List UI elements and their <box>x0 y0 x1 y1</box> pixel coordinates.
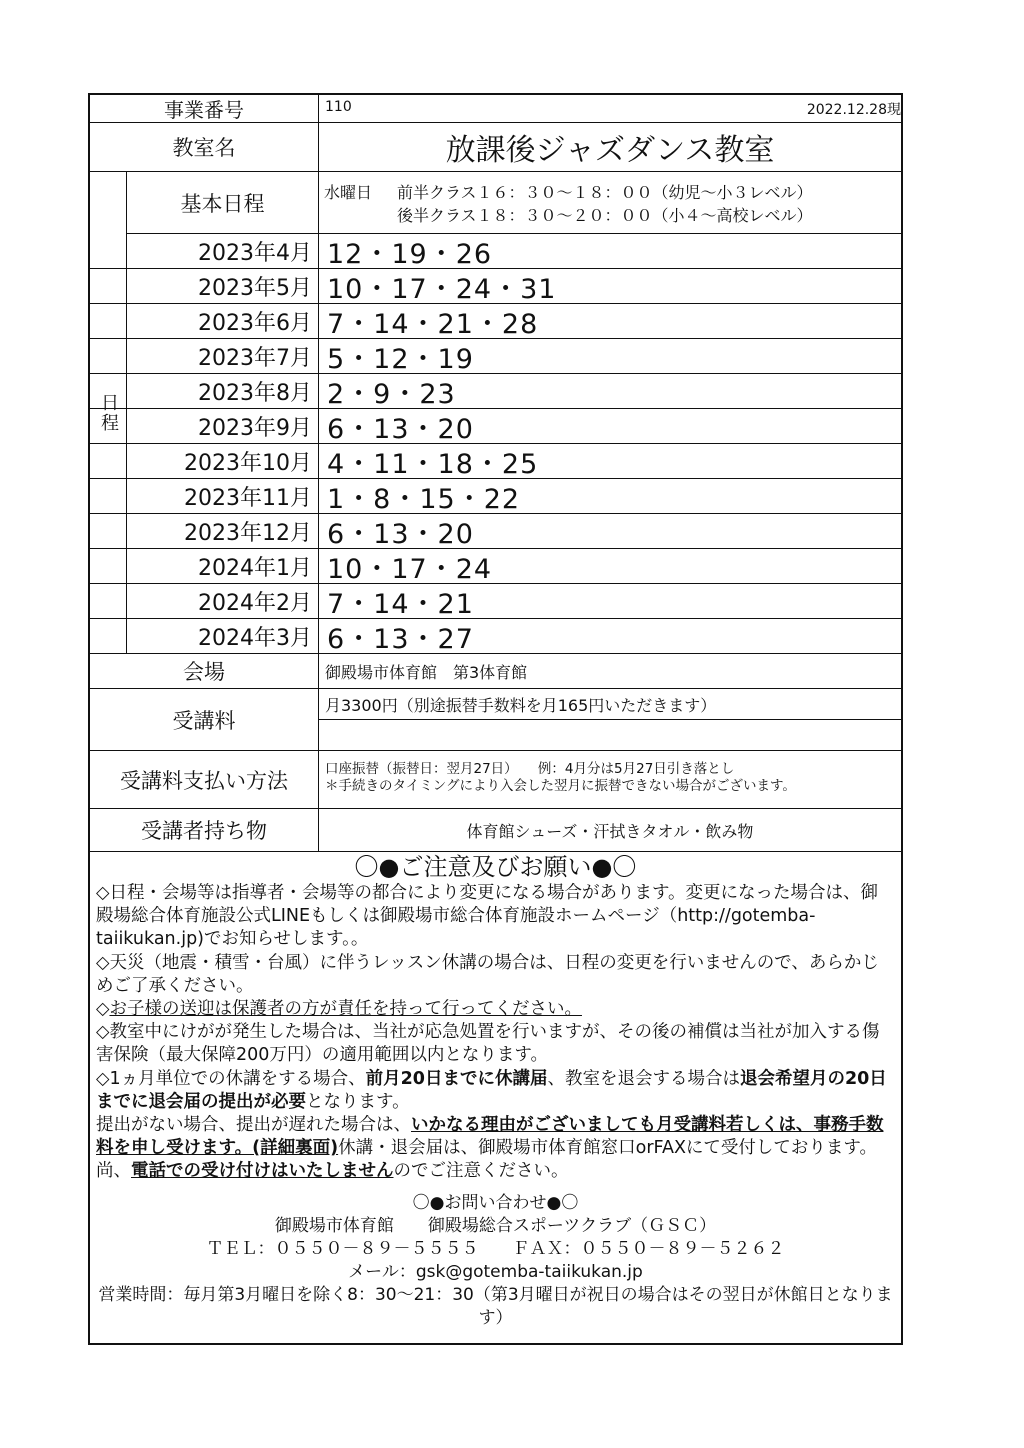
note-leave: ◇1ヵ月単位での休講をする場合、前月20日までに休講届、教室を退会する場合は退会希望月の20日までに退会届の提出が必要となります。 <box>96 1068 887 1112</box>
schedule-second-class: 後半クラス１８：３０～２０：００（小４～高校レベル） <box>397 206 813 225</box>
schedule-month-row <box>90 269 901 304</box>
month-label: 2023年7月 <box>126 339 319 373</box>
schedule-side-label: 日程 <box>98 392 119 433</box>
note-late-submission: 提出がない場合、提出が遅れた場合は、いかなる理由がございましても月受講料若しくは、事務手数料を申し受けます。(詳細裏面)休講・退会届は、御殿場市体育館窓口orFAXにて受付しております。尚、電話での受け付けはいたしませんのでご注意ください。 <box>96 1115 884 1182</box>
schedule-month-row <box>90 549 901 584</box>
month-label: 2024年2月 <box>126 584 319 618</box>
document-date: 2022.12.28現 <box>806 102 901 118</box>
schedule-month-row <box>90 479 901 514</box>
note-pickup: ◇お子様の送迎は保護者の方が責任を持って行ってください。 <box>96 999 582 1020</box>
class-name-row <box>90 123 901 172</box>
month-dates: 5・12・19 <box>327 343 474 375</box>
month-label: 2024年1月 <box>126 549 319 583</box>
schedule-month-row <box>90 234 901 269</box>
month-dates: 7・14・21 <box>327 588 474 620</box>
items-row <box>90 809 901 852</box>
notes-title: 〇●ご注意及びお願い●〇 <box>354 853 637 881</box>
note-schedule-change: ◇日程・会場等は指導者・会場等の都合により変更になる場合があります。変更になった場合は、御殿場総合体育施設公式LINEもしくは御殿場市総合体育施設ホームページ（http://gotemba-taiikukan.jp)でお知らせします。。 <box>96 883 879 950</box>
schedule-month-row <box>90 409 901 444</box>
contact-tel-fax: ＴＥＬ：０５５０－８９－５５５５ ＦＡＸ：０５５０－８９－５２６２ <box>206 1238 785 1259</box>
month-label: 2023年6月 <box>126 304 319 338</box>
month-dates: 6・13・27 <box>327 623 474 655</box>
fee-label: 受講料 <box>90 689 319 750</box>
contact-section <box>96 1192 895 1330</box>
month-dates: 1・8・15・22 <box>327 483 521 515</box>
class-name: 放課後ジャズダンス教室 <box>445 133 775 168</box>
contact-mail: メール：gsk@gotemba-taiikukan.jp <box>348 1261 643 1282</box>
project-number-row <box>90 95 901 123</box>
items: 体育館シューズ・汗拭きタオル・飲み物 <box>466 821 754 841</box>
project-number-label: 事業番号 <box>90 95 319 122</box>
month-dates: 2・9・23 <box>327 378 456 410</box>
month-label: 2024年3月 <box>126 619 319 653</box>
month-label: 2023年10月 <box>126 444 319 478</box>
month-dates: 7・14・21・28 <box>327 308 539 340</box>
schedule-month-row <box>90 444 901 479</box>
schedule-month-row <box>90 304 901 339</box>
basic-schedule-row <box>126 172 901 234</box>
schedule-month-row <box>90 584 901 619</box>
payment-method: 口座振替（振替日：翌月27日） 例：4月分は5月27日引き落とし <box>325 761 735 777</box>
fee-row <box>90 689 901 751</box>
month-dates: 12・19・26 <box>327 238 493 270</box>
month-label: 2023年4月 <box>126 234 319 268</box>
payment-label: 受講料支払い方法 <box>90 751 319 808</box>
note-injury: ◇教室中にけがが発生した場合は、当社が応急処置を行いますが、その後の補償は当社が加入する傷害保険（最大保障200万円）の適用範囲以内となります。 <box>96 1022 880 1066</box>
month-label: 2023年9月 <box>126 409 319 443</box>
business-hours: 営業時間：毎月第3月曜日を除く8：30～21：30（第3月曜日が祝日の場合はその翌日が休館日となります） <box>98 1284 893 1328</box>
month-dates: 10・17・24・31 <box>327 273 557 305</box>
month-dates: 6・13・20 <box>327 518 474 550</box>
month-dates: 4・11・18・25 <box>327 448 539 480</box>
month-label: 2023年8月 <box>126 374 319 408</box>
note-weather: ◇天災（地震・積雪・台風）に伴うレッスン休講の場合は、日程の変更を行いませんので、あらかじめご了承ください。 <box>96 952 879 996</box>
payment-note: ＊手続きのタイミングにより入会した翌月に振替できない場合がございます。 <box>325 778 796 794</box>
month-label: 2023年11月 <box>126 479 319 513</box>
schedule-month-row <box>90 619 901 654</box>
schedule-day: 水曜日 <box>324 183 373 202</box>
basic-schedule-label: 基本日程 <box>126 172 319 233</box>
month-dates: 6・13・20 <box>327 413 474 445</box>
schedule-month-row <box>90 374 901 409</box>
schedule-month-row <box>90 339 901 374</box>
info-sheet <box>88 93 903 1345</box>
venue-label: 会場 <box>90 654 319 688</box>
venue: 御殿場市体育館 第3体育館 <box>325 662 528 682</box>
payment-row <box>90 751 901 809</box>
month-dates: 10・17・24 <box>327 553 493 585</box>
items-label: 受講者持ち物 <box>90 809 319 851</box>
month-label: 2023年5月 <box>126 269 319 303</box>
month-label: 2023年12月 <box>126 514 319 548</box>
contact-org: 御殿場市体育館 御殿場総合スポーツクラブ（ＧＳＣ） <box>274 1215 717 1236</box>
project-number: 110 <box>325 99 352 115</box>
notes-section <box>90 852 901 1343</box>
fee: 月3300円（別途振替手数料を月165円いただきます） <box>319 689 901 720</box>
contact-title: 〇●お問い合わせ●〇 <box>412 1192 579 1213</box>
schedule-first-class: 前半クラス１６：３０～１８：００（幼児～小３レベル） <box>397 183 813 202</box>
class-name-label: 教室名 <box>90 123 319 171</box>
venue-row <box>90 654 901 689</box>
schedule-month-row <box>90 514 901 549</box>
